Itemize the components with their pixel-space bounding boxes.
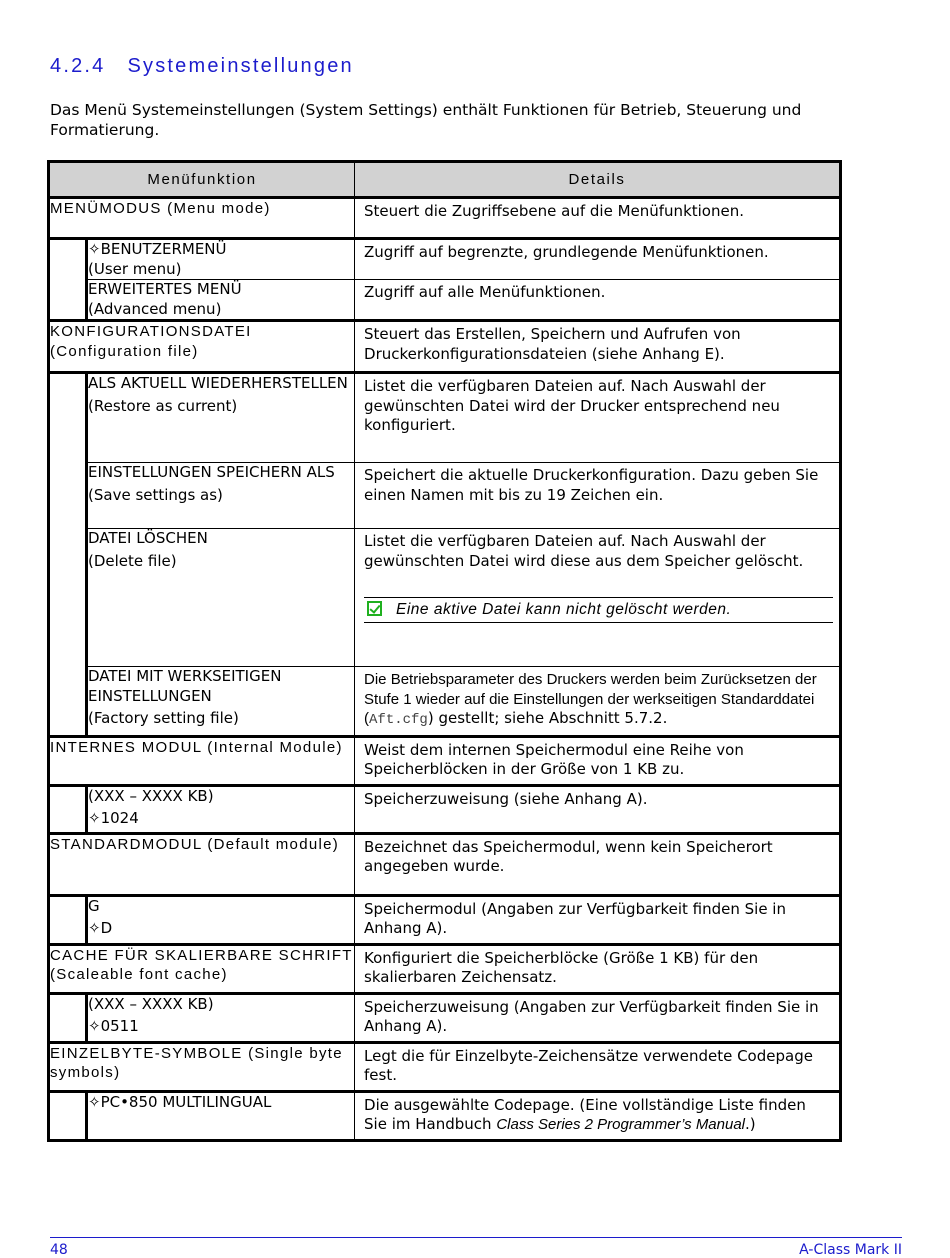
indent-cell <box>49 1091 87 1140</box>
option-name: G <box>88 896 100 915</box>
option-name: ✧PC•850 MULTILINGUAL <box>88 1092 272 1111</box>
table-row <box>49 1091 841 1140</box>
option-detail: Speichert die aktuelle Druckerkonfiguration. Dazu geben Sie einen Namen mit bis zu 19 Zeichen ein. <box>355 463 841 529</box>
option-detail: Speicherzuweisung (siehe Anhang A). <box>355 785 841 833</box>
option-english: (Advanced menu) <box>88 299 222 318</box>
indent-cell <box>49 993 87 1042</box>
table-row <box>49 373 841 463</box>
table-row <box>49 321 841 373</box>
header-menufunktion: Menüfunktion <box>49 162 355 198</box>
menu-function-name: EINZELBYTE-SYMBOLE (Single byte symbols) <box>49 1042 355 1091</box>
submenu-option <box>87 373 355 463</box>
menu-function-detail: Konfiguriert die Speicherblöcke (Größe 1 KB) für den skalierbaren Zeichensatz. <box>355 944 841 993</box>
submenu-option <box>87 1091 355 1140</box>
menu-function-detail: Weist dem internen Speichermodul eine Reihe von Speicherblöcken in der Größe von 1 KB zu. <box>355 736 841 785</box>
indent-cell <box>49 373 87 737</box>
option-name: ERWEITERTES MENÜ <box>88 280 242 298</box>
submenu-option <box>87 785 355 833</box>
table-row <box>49 944 841 993</box>
table-row <box>49 239 841 280</box>
option-name: EINSTELLUNGEN SPEICHERN ALS <box>88 463 335 481</box>
option-detail: Zugriff auf alle Menüfunktionen. <box>355 280 841 321</box>
menu-function-detail: Steuert die Zugriffsebene auf die Menüfunktionen. <box>355 198 841 239</box>
option-name: (XXX – XXXX KB) <box>88 786 214 805</box>
detail-code: Aft.cfg <box>369 712 428 728</box>
option-english: (Save settings as) <box>88 485 223 504</box>
option-name: ✧BENUTZERMENÜ <box>88 240 227 258</box>
note-text: Eine aktive Datei kann nicht gelöscht werden. <box>396 601 732 618</box>
detail-text: .) <box>745 1115 756 1133</box>
indent-cell <box>49 785 87 833</box>
menu-function-name: INTERNES MODUL (Internal Module) <box>49 736 355 785</box>
option-english: (Restore as current) <box>88 396 238 415</box>
detail-text: Die ausgewählte Codepage. (Eine vollständige Liste finden Sie im Handbuch <box>364 1095 806 1133</box>
table-row <box>49 736 841 785</box>
option-detail: Speicherzuweisung (Angaben zur Verfügbarkeit finden Sie in Anhang A). <box>355 993 841 1042</box>
table-header <box>49 162 841 198</box>
intro-paragraph: Das Menü Systemeinstellungen (System Settings) enthält Funktionen für Betrieb, Steuerung und Formatierung. <box>50 101 802 139</box>
menu-function-name: CACHE FÜR SKALIERBARE SCHRIFT (Scaleable font cache) <box>49 944 355 993</box>
manual-title: Class Series 2 Programmer’s Manual <box>496 1116 746 1133</box>
option-default: ✧1024 <box>88 809 139 827</box>
product-name: A-Class Mark II <box>799 1242 902 1258</box>
table-row <box>49 785 841 833</box>
checkbox-note-icon <box>367 601 382 616</box>
option-detail: Zugriff auf begrenzte, grundlegende Menüfunktionen. <box>355 239 841 280</box>
menu-function-name: STANDARDMODUL (Default module) <box>49 833 355 895</box>
detail-text: Die Betriebsparameter des Druckers werden beim Zurücksetzen der Stufe 1 wieder auf die Einstellungen der werkseitigen Standarddatei ( <box>364 671 817 727</box>
option-detail: Speichermodul (Angaben zur Verfügbarkeit finden Sie in Anhang A). <box>355 895 841 944</box>
section-heading <box>50 55 354 78</box>
submenu-option <box>87 895 355 944</box>
table-row <box>49 198 841 239</box>
table-row <box>49 280 841 321</box>
table-row <box>49 895 841 944</box>
option-detail <box>355 667 841 737</box>
submenu-option <box>87 667 355 737</box>
option-detail <box>355 529 841 667</box>
submenu-option <box>87 463 355 529</box>
menu-function-detail: Bezeichnet das Speichermodul, wenn kein Speicherort angegeben wurde. <box>355 833 841 895</box>
menu-function-detail: Legt die für Einzelbyte-Zeichensätze verwendete Codepage fest. <box>355 1042 841 1091</box>
menu-function-detail: Steuert das Erstellen, Speichern und Aufrufen von Druckerkonfigurationsdateien (siehe Anhang E). <box>355 321 841 373</box>
option-name: DATEI LÖSCHEN <box>88 529 208 547</box>
option-name: ALS AKTUELL WIEDERHERSTELLEN <box>88 374 348 392</box>
submenu-option <box>87 993 355 1042</box>
indent-cell <box>49 895 87 944</box>
detail-text: Listet die verfügbaren Dateien auf. Nach Auswahl der gewünschten Datei wird diese aus dem Speicher gelöscht. <box>364 532 804 570</box>
submenu-option <box>87 529 355 667</box>
detail-text: ) gestellt; siehe Abschnitt 5.7.2. <box>427 709 668 727</box>
header-details: Details <box>355 162 841 198</box>
menu-function-name: KONFIGURATIONSDATEI (Configuration file) <box>49 321 355 373</box>
option-default: ✧D <box>88 919 113 937</box>
footer-rule <box>50 1237 902 1238</box>
option-default: ✧0511 <box>88 1017 139 1035</box>
section-title: Systemeinstellungen <box>127 55 354 77</box>
submenu-option <box>87 280 355 321</box>
table-row <box>49 993 841 1042</box>
table-row <box>49 667 841 737</box>
menu-table <box>47 160 842 1142</box>
option-name: (XXX – XXXX KB) <box>88 994 214 1013</box>
table-row <box>49 529 841 667</box>
submenu-option <box>87 239 355 280</box>
indent-cell <box>49 239 87 321</box>
table-row <box>49 1042 841 1091</box>
menu-function-name: MENÜMODUS (Menu mode) <box>49 198 355 239</box>
section-number: 4.2.4 <box>50 55 106 77</box>
table-row <box>49 833 841 895</box>
option-english: (Delete file) <box>88 551 177 570</box>
table-row <box>49 463 841 529</box>
option-english: (Factory setting file) <box>88 709 239 727</box>
option-detail <box>355 1091 841 1140</box>
option-english: (User menu) <box>88 259 182 278</box>
option-name: DATEI MIT WERKSEITIGEN EINSTELLUNGEN <box>88 667 282 705</box>
note <box>364 597 833 623</box>
option-detail: Listet die verfügbaren Dateien auf. Nach Auswahl der gewünschten Datei wird der Drucker entsprechend neu konfiguriert. <box>355 373 841 463</box>
page-number: 48 <box>50 1242 68 1258</box>
